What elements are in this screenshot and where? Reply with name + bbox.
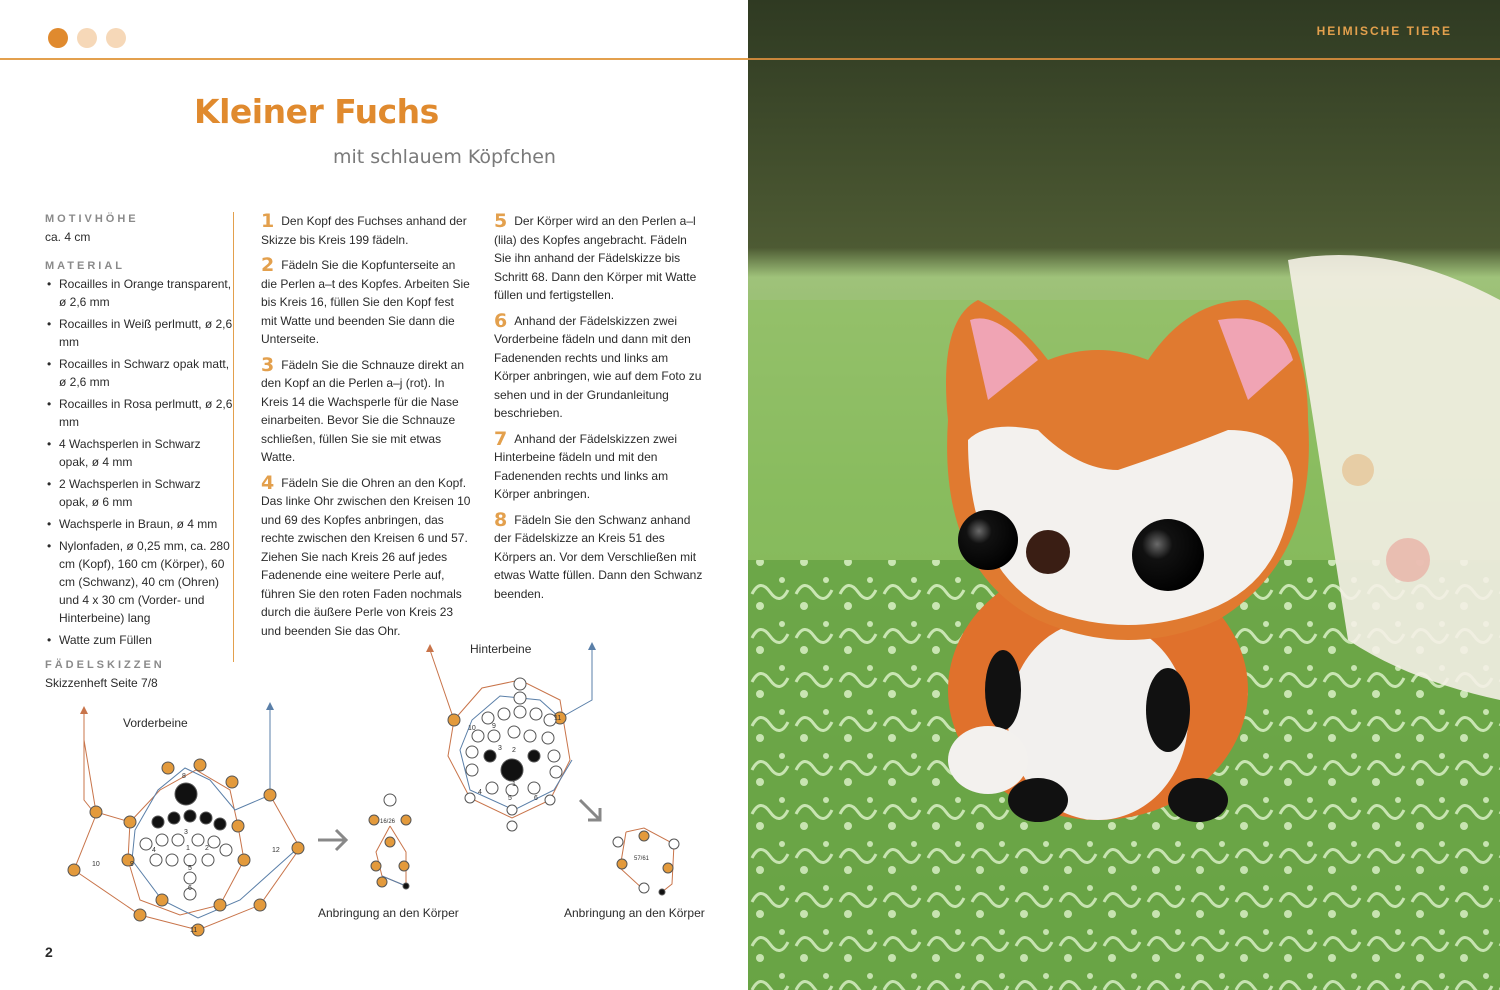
page-subtitle: mit schlauem Köpfchen — [333, 146, 556, 168]
svg-text:3: 3 — [498, 745, 502, 752]
material-item: • Wachsperle in Braun, ø 4 mm — [45, 515, 233, 533]
skizzen-value: Skizzenheft Seite 7/8 — [45, 676, 158, 690]
step-text: Fädeln Sie die Ohren an den Kopf. Das linke Ohr zwischen den Kreisen 10 und 69 des Kopfes anbringen, das rechte zwischen den Kreisen 6 und 57. Ziehen Sie nach Kreis 26 auf jedes Fadenende eine weitere Perle auf, führen Sie den roten Faden nochmals durch die äußere Perle von Kreis 23 und beenden Sie das Ohr. — [261, 475, 471, 638]
material-list — [45, 275, 233, 649]
material-item: • Rocailles in Orange transparent, ø 2,6 mm — [45, 275, 233, 311]
header-dot-3 — [106, 28, 126, 48]
step-8 — [494, 508, 706, 604]
header-dot-2 — [77, 28, 97, 48]
attach-label-hind: Anbringung an den Körper — [564, 906, 705, 920]
step-number: 6 — [494, 309, 508, 332]
attach-label-front: Anbringung an den Körper — [318, 906, 459, 920]
svg-text:10: 10 — [468, 725, 476, 732]
material-item: • Nylonfaden, ø 0,25 mm, ca. 280 cm (Kopf), 160 cm (Körper), 60 cm (Schwanz), 40 cm (Ohren) und 4 x 30 cm (Vorder- und Hinterbeine) lang — [45, 537, 233, 627]
svg-text:10: 10 — [92, 861, 100, 868]
motivhoehe-heading: MOTIVHÖHE — [45, 213, 139, 225]
steps-column-2 — [494, 212, 706, 610]
skizzen-heading: FÄDELSKIZZEN — [45, 659, 165, 671]
materials-sidebar — [45, 213, 233, 692]
header-dot-1 — [48, 28, 68, 48]
svg-text:11: 11 — [190, 927, 198, 934]
sidebar-divider — [233, 212, 234, 662]
svg-text:9: 9 — [492, 723, 496, 730]
arrow-right-icon — [316, 826, 352, 854]
fox-photo-image — [748, 0, 1500, 990]
step-6 — [494, 309, 706, 423]
svg-text:11: 11 — [554, 715, 562, 722]
page-title: Kleiner Fuchs — [194, 92, 439, 131]
material-item: • 4 Wachsperlen in Schwarz opak, ø 4 mm — [45, 435, 233, 471]
step-text: Fädeln Sie die Kopfunterseite an die Perlen a–t des Kopfes. Arbeiten Sie bis Kreis 16, füllen Sie den Kopf fest mit Watte und beenden Sie dann die Unterseite. — [261, 258, 470, 346]
svg-text:5: 5 — [508, 795, 512, 802]
material-item: • Rocailles in Weiß perlmutt, ø 2,6 mm — [45, 315, 233, 351]
page-number: 2 — [45, 944, 53, 960]
step-text: Fädeln Sie den Schwanz anhand der Fädelskizze an Kreis 51 des Körpers an. Vor dem Verschließen mit etwas Watte füllen. Dann den Schwanz beenden. — [494, 512, 703, 601]
header-dots — [48, 28, 126, 48]
step-number: 7 — [494, 427, 508, 450]
material-item: • Watte zum Füllen — [45, 631, 233, 649]
step-2 — [261, 256, 473, 349]
hind-legs-diagram — [420, 640, 605, 840]
fox-photo — [748, 0, 1500, 990]
step-number: 4 — [261, 471, 275, 494]
step-1 — [261, 212, 473, 249]
step-text: Anhand der Fädelskizzen zwei Vorderbeine fädeln und dann mit den Fadenenden rechts und links am Körper anbringen, wie auf dem Foto zu sehen und in der Grundanleitung beschrieben. — [494, 313, 702, 420]
attach2-mark: 57/61 — [634, 856, 650, 862]
front-legs-title: Vorderbeine — [123, 716, 188, 730]
photo-header-rule — [748, 58, 1500, 60]
svg-text:5: 5 — [188, 865, 192, 872]
svg-text:4: 4 — [478, 789, 482, 796]
svg-text:1: 1 — [186, 845, 190, 852]
svg-text:2: 2 — [512, 747, 516, 754]
svg-text:6: 6 — [534, 795, 538, 802]
step-number: 2 — [261, 254, 275, 276]
step-number: 3 — [261, 353, 275, 376]
step-text: Fädeln Sie die Schnauze direkt an den Kopf an die Perlen a–j (rot). In Kreis 14 die Wachsperle für die Nase einarbeiten. Bevor Sie die Schnauze schließen, füllen Sie sie mit etwas Watte. — [261, 357, 465, 464]
svg-text:2: 2 — [205, 845, 209, 852]
step-5 — [494, 212, 706, 305]
svg-text:3: 3 — [184, 829, 188, 836]
front-attach-diagram — [360, 790, 420, 900]
hind-legs-title: Hinterbeine — [470, 642, 532, 656]
step-number: 5 — [494, 210, 508, 232]
material-heading: MATERIAL — [45, 260, 126, 272]
step-7 — [494, 427, 706, 504]
hind-attach-diagram — [606, 822, 686, 902]
left-page — [0, 0, 748, 990]
step-text: Den Kopf des Fuchses anhand der Skizze bis Kreis 199 fädeln. — [261, 214, 467, 247]
svg-text:6: 6 — [188, 885, 192, 892]
material-item: • 2 Wachsperlen in Schwarz opak, ø 6 mm — [45, 475, 233, 511]
step-number: 1 — [261, 210, 275, 232]
motivhoehe-value: ca. 4 cm — [45, 230, 91, 244]
svg-text:8: 8 — [182, 773, 186, 780]
material-item: • Rocailles in Schwarz opak matt, ø 2,6 mm — [45, 355, 233, 391]
front-legs-diagram — [60, 700, 320, 970]
material-item: • Rocailles in Rosa perlmutt, ø 2,6 mm — [45, 395, 233, 431]
svg-text:4: 4 — [152, 847, 156, 854]
step-text: Anhand der Fädelskizzen zwei Hinterbeine fädeln und mit den Fadenenden rechts und links am Körper anbringen. — [494, 431, 677, 501]
section-tag: HEIMISCHE TIERE — [1316, 24, 1452, 38]
steps-column-1 — [261, 212, 473, 647]
svg-text:9: 9 — [130, 861, 134, 868]
svg-text:1: 1 — [512, 781, 516, 788]
step-4 — [261, 471, 473, 641]
step-text: Der Körper wird an den Perlen a–l (lila) des Kopfes angebracht. Fädeln Sie ihn anhand der Fädelskizze bis Schritt 68. Dann den Körper mit Watte füllen und fertigstellen. — [494, 214, 697, 302]
step-3 — [261, 353, 473, 467]
step-number: 8 — [494, 508, 508, 531]
header-rule — [0, 58, 748, 60]
svg-text:12: 12 — [272, 847, 280, 854]
attach1-mark: 16/26 — [380, 819, 396, 825]
